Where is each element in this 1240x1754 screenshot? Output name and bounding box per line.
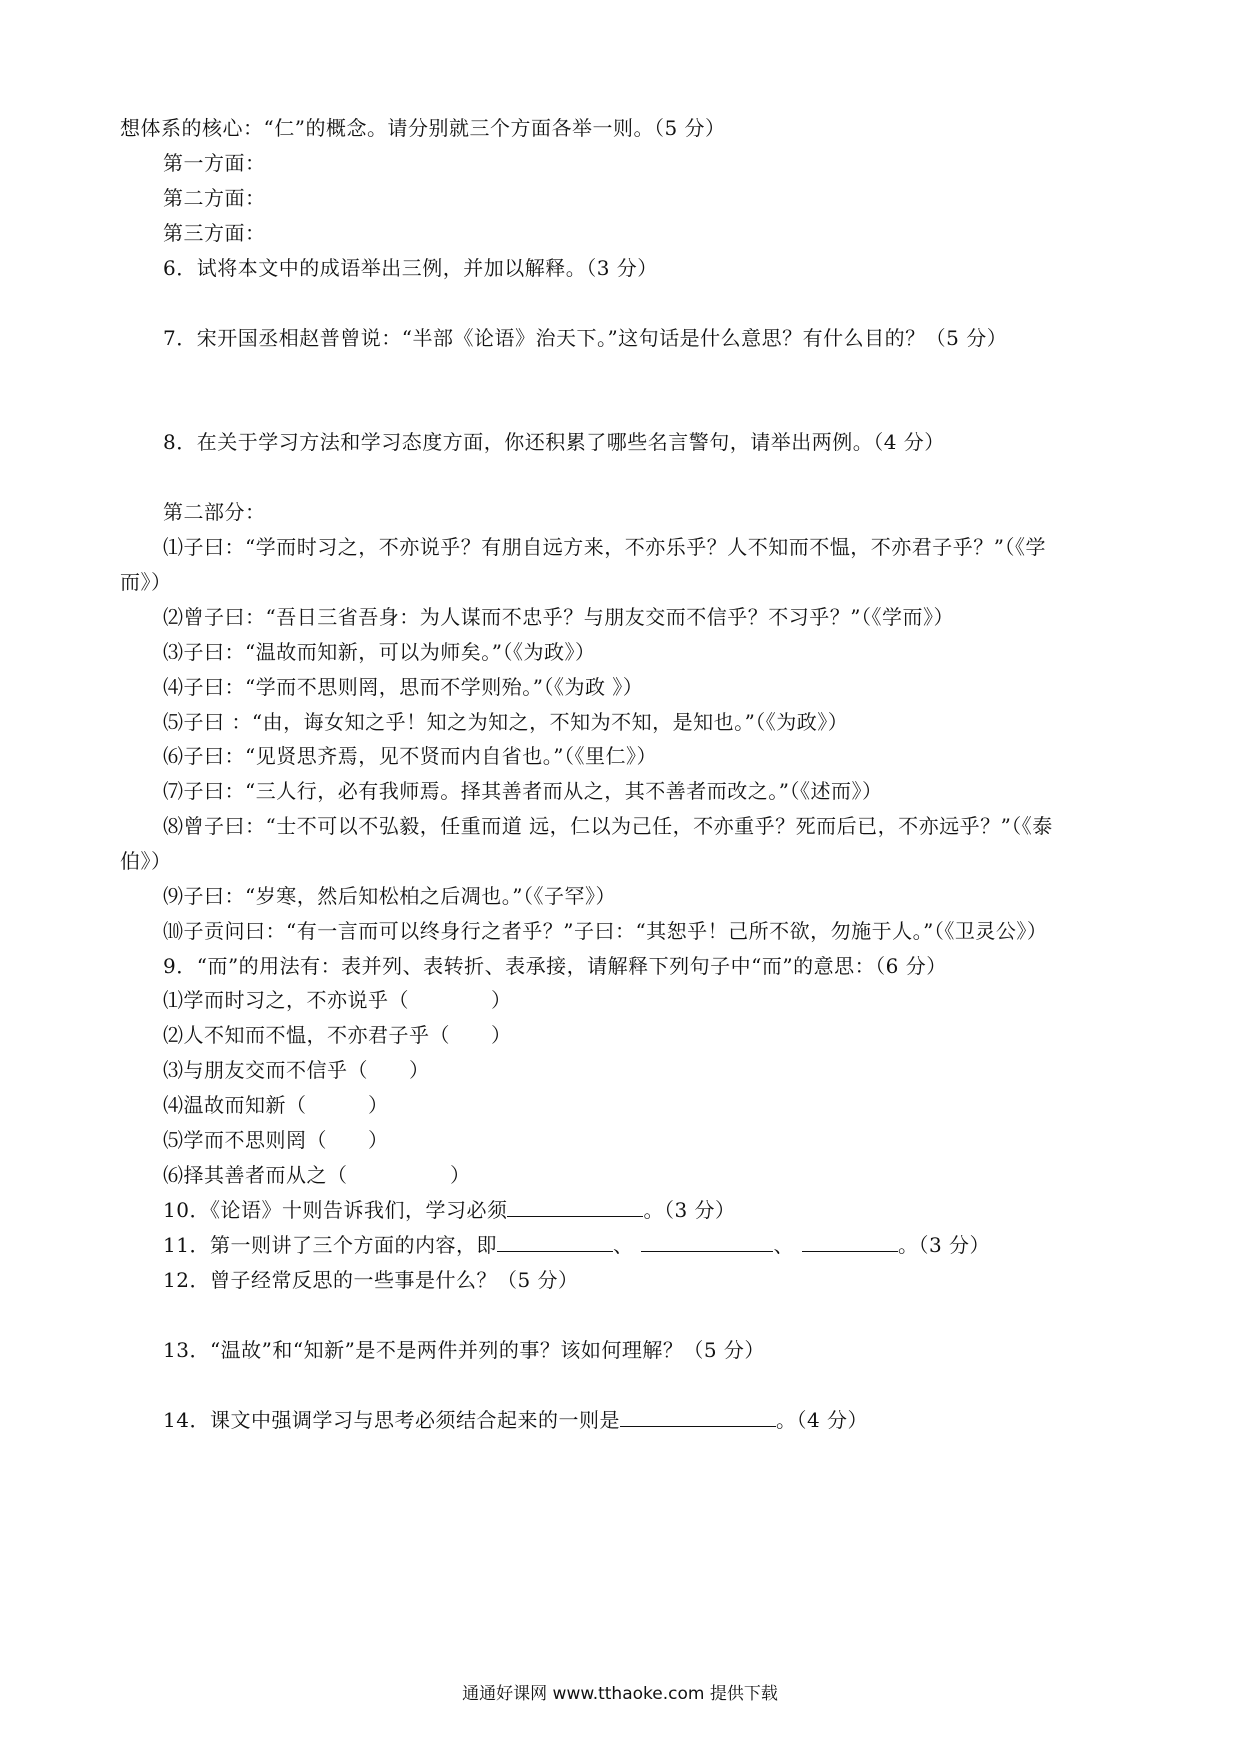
answer-blank — [641, 1231, 773, 1252]
analects-7: ⑺子曰：“三人行，必有我师焉。择其善者而从之，其不善者而改之。”（《述而》） — [163, 779, 883, 803]
analects-10: ⑽子贡问曰：“有一言而可以终身行之者乎？”子曰：“其恕乎！己所不欲，勿施于人。”（《卫灵公》） — [163, 919, 1048, 943]
label-aspect-3: 第三方面： — [163, 221, 266, 245]
separator: 、 — [612, 1233, 634, 1257]
analects-5: ⑸子曰 ：“由，诲女知之乎！知之为知之，不知为不知，是知也。”（《为政》） — [163, 710, 849, 734]
question-14-points: 。（4 分） — [775, 1408, 869, 1432]
question-14-text: 14．课文中强调学习与思考必须结合起来的一则是 — [163, 1408, 620, 1432]
analects-9: ⑼子曰：“岁寒，然后知松柏之后凋也。”（《子罕》） — [163, 884, 616, 908]
question-10-points: 。（3 分） — [643, 1198, 736, 1222]
question-14 — [163, 1406, 868, 1434]
answer-blank — [507, 1196, 643, 1217]
question-13: 13．“温故”和“知新”是不是两件并列的事？该如何理解？（5 分） — [163, 1338, 765, 1362]
question-6: 6．试将本文中的成语举出三例，并加以解释。（3 分） — [163, 256, 658, 280]
label-aspect-2: 第二方面： — [163, 186, 266, 210]
text-line: 想体系的核心：“仁”的概念。请分别就三个方面各举一则。（5 分） — [120, 116, 726, 140]
sentence-5: ⑸学而不思则罔（ ） — [163, 1128, 389, 1152]
question-10-text: 10．《论语》十则告诉我们，学习必须 — [163, 1198, 508, 1222]
label-aspect-1: 第一方面： — [163, 151, 266, 175]
question-11-points: 。（3 分） — [897, 1233, 991, 1257]
analects-8: ⑻曾子曰：“士不可以不弘毅，任重而道 远，仁以为己任，不亦重乎？死而后已，不亦远乎？”（《泰 — [163, 814, 1053, 838]
answer-blank — [802, 1231, 898, 1252]
analects-1-cont: 而》） — [120, 570, 172, 594]
section-heading: 第二部分： — [163, 500, 266, 524]
sentence-3: ⑶与朋友交而不信乎（ ） — [163, 1058, 430, 1082]
page-footer: 通通好课网 www.tthaoke.com 提供下载 — [462, 1684, 778, 1704]
sentence-4: ⑷温故而知新（ ） — [163, 1093, 389, 1117]
question-11 — [163, 1231, 990, 1259]
question-10 — [163, 1196, 736, 1224]
question-11-text: 11．第一则讲了三个方面的内容，即 — [163, 1233, 497, 1257]
question-7: 7．宋开国丞相赵普曾说：“半部《论语》治天下。”这句话是什么意思？有什么目的？（5 分） — [163, 326, 1008, 350]
question-9: 9．“而”的用法有：表并列、表转折、表承接，请解释下列句子中“而”的意思：（6 分） — [163, 954, 947, 978]
sentence-1: ⑴学而时习之，不亦说乎（ ） — [163, 988, 512, 1012]
question-8: 8．在关于学习方法和学习态度方面，你还积累了哪些名言警句，请举出两例。（4 分） — [163, 430, 945, 454]
analects-4: ⑷子曰：“学而不思则罔，思而不学则殆。”（《为政 》） — [163, 675, 644, 699]
answer-blank — [620, 1406, 776, 1427]
sentence-6: ⑹择其善者而从之（ ） — [163, 1163, 471, 1187]
separator: 、 — [773, 1233, 794, 1257]
analects-1: ⑴子曰：“学而时习之，不亦说乎？有朋自远方来，不亦乐乎？人不知而不愠，不亦君子乎？”（《学 — [163, 535, 1046, 559]
answer-blank — [497, 1231, 613, 1252]
analects-2: ⑵曾子曰：“吾日三省吾身：为人谋而不忠乎？与朋友交而不信乎？不习乎？”（《学而》） — [163, 605, 954, 629]
analects-3: ⑶子曰：“温故而知新，可以为师矣。”（《为政》） — [163, 640, 596, 664]
question-12: 12．曾子经常反思的一些事是什么？（5 分） — [163, 1268, 579, 1292]
analects-6: ⑹子曰：“见贤思齐焉，见不贤而内自省也。”（《里仁》） — [163, 744, 657, 768]
analects-8-cont: 伯》） — [120, 849, 172, 873]
sentence-2: ⑵人不知而不愠，不亦君子乎（ ） — [163, 1023, 512, 1047]
